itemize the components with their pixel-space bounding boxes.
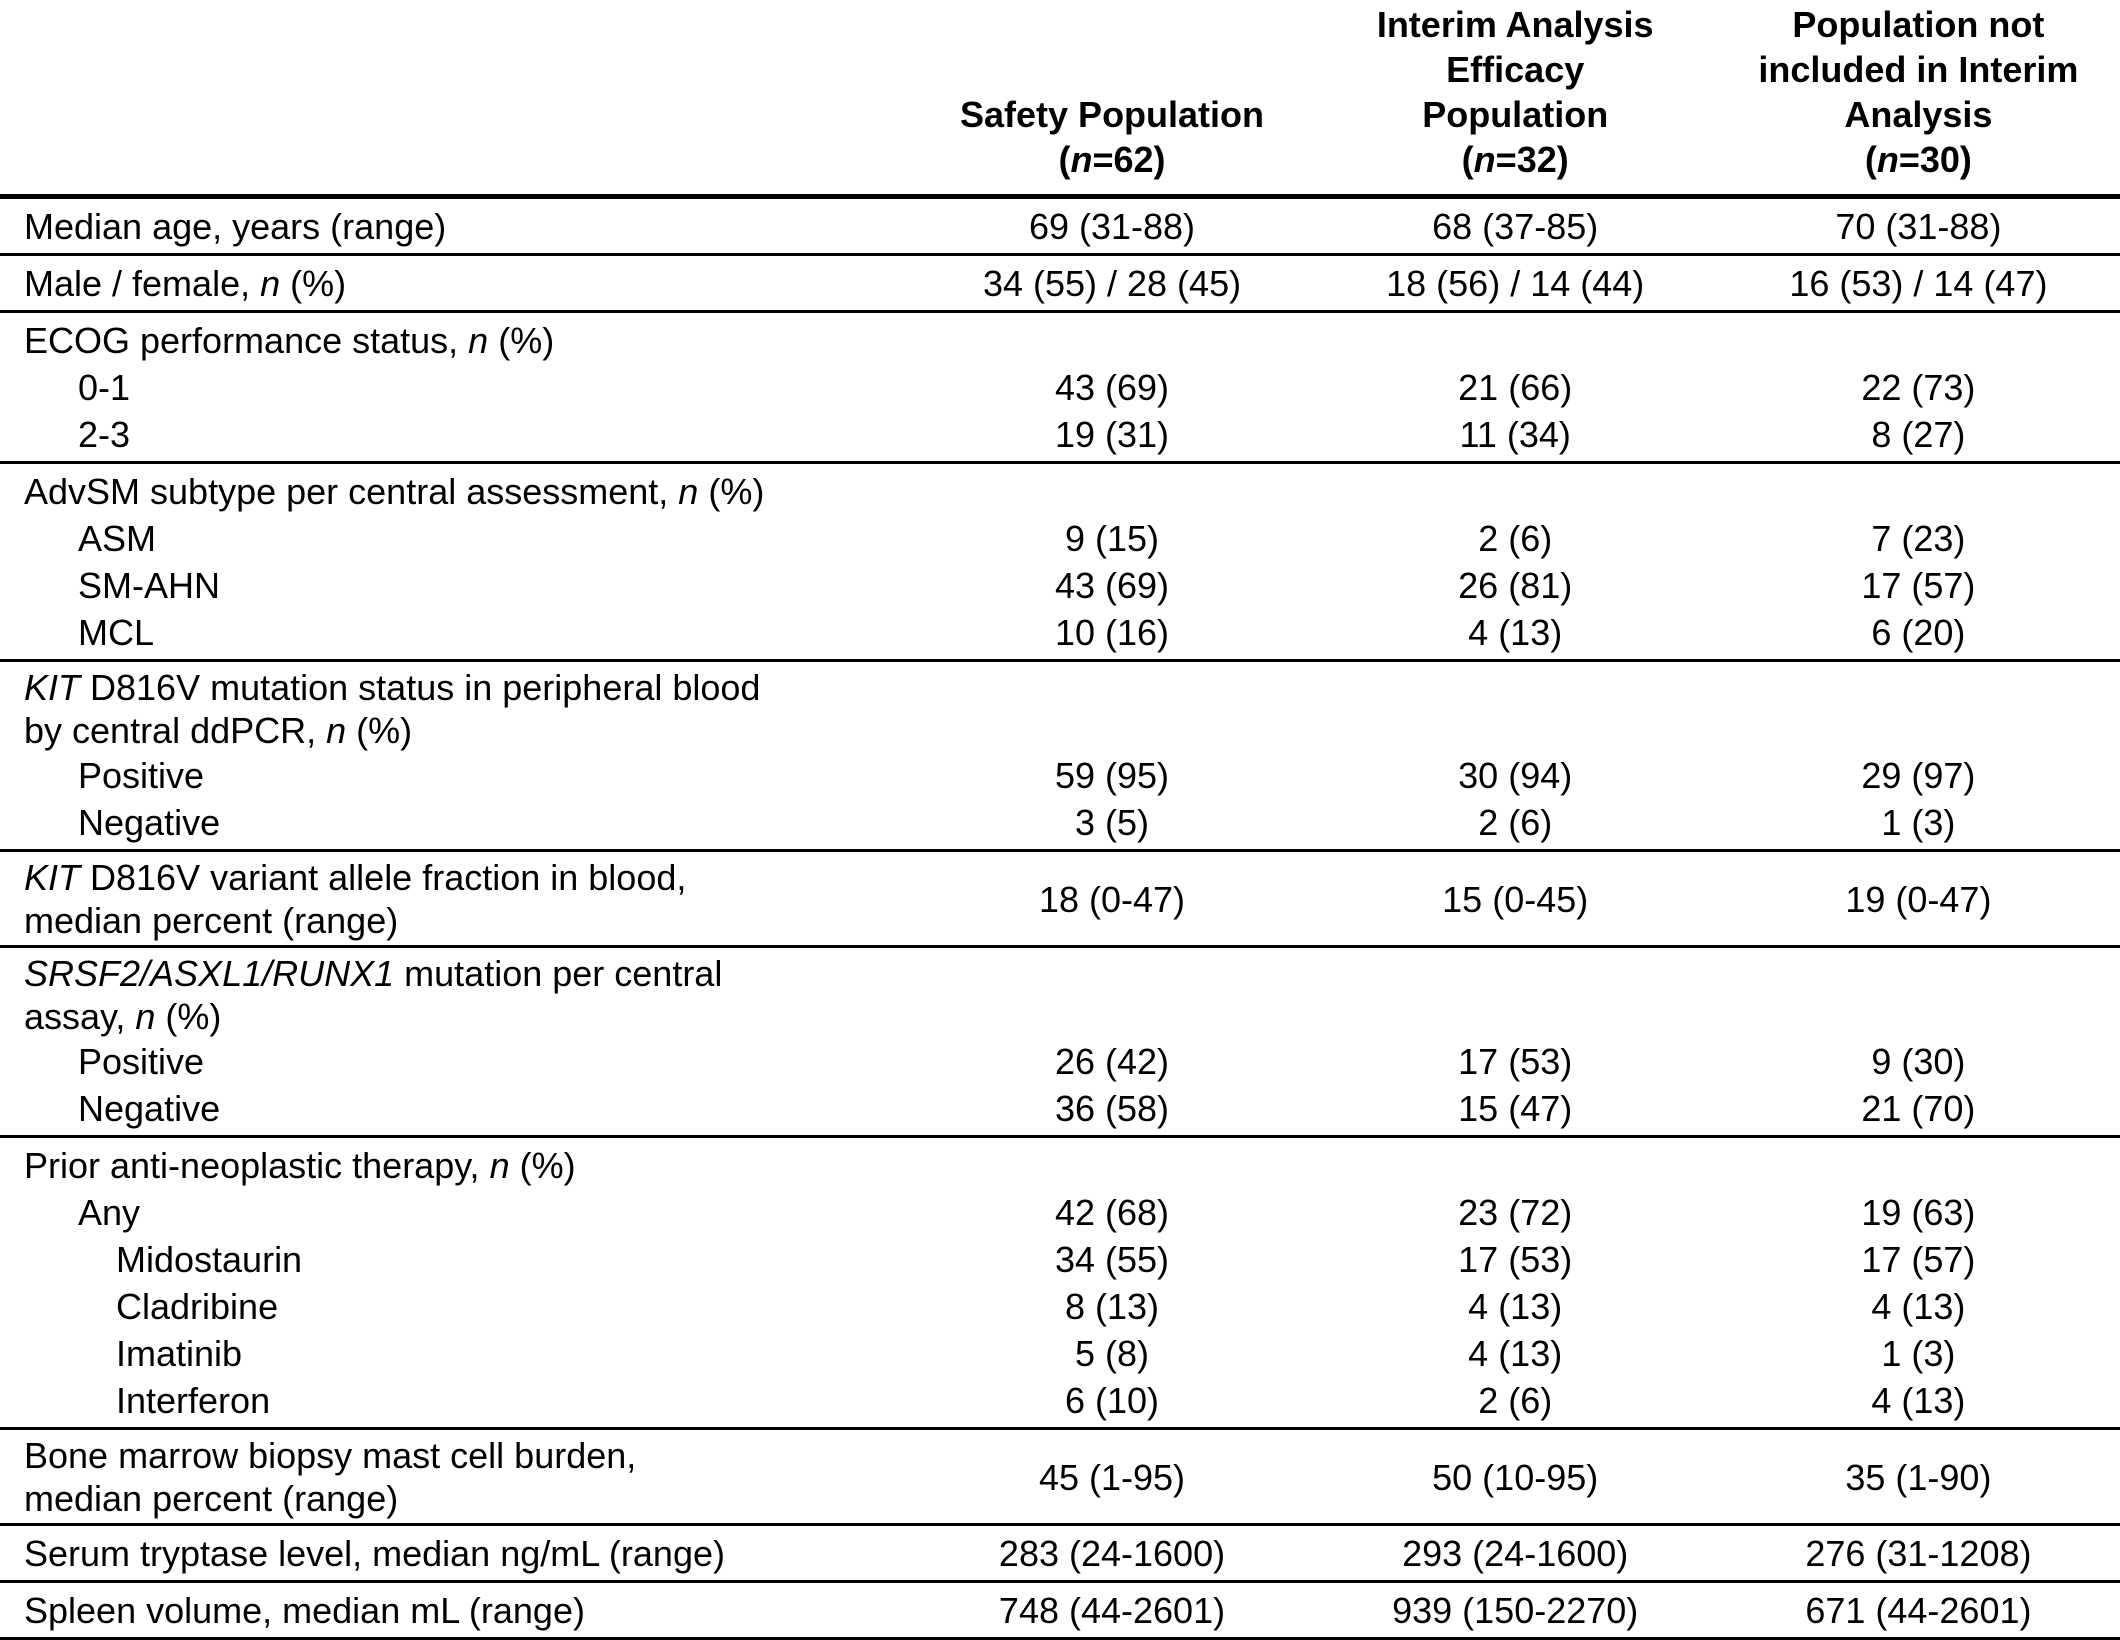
cell-value: 36 (58) xyxy=(1054,1088,1170,1129)
row-label xyxy=(0,1085,910,1137)
cell-value xyxy=(1314,463,1717,516)
cell-value: 69 (31-88) xyxy=(1028,206,1196,247)
cell-value: 42 (68) xyxy=(1054,1192,1170,1233)
cell-value xyxy=(1314,312,1717,365)
row-label xyxy=(0,255,910,312)
cell-value: 748 (44-2601) xyxy=(998,1590,1226,1631)
cell-value: 16 (53) / 14 (47) xyxy=(1789,263,2048,304)
cell-value: 3 (5) xyxy=(1075,802,1150,843)
cell-value: 5 (8) xyxy=(1075,1333,1150,1374)
row-label xyxy=(0,1525,910,1582)
table-row xyxy=(0,463,2120,516)
row-label xyxy=(0,799,910,851)
cell-value xyxy=(1717,947,2120,1039)
row-label xyxy=(0,312,910,365)
row-group xyxy=(0,661,2120,851)
row-group xyxy=(0,851,2120,947)
text-segment: median percent (range) xyxy=(24,1478,399,1519)
text-segment: AdvSM subtype per central assessment, xyxy=(24,471,679,512)
row-label xyxy=(0,1283,910,1330)
italic-text: KIT xyxy=(24,857,81,898)
text-segment: ECOG performance status, xyxy=(24,320,469,361)
cell-value: 17 (57) xyxy=(1861,565,1976,606)
column-header xyxy=(1314,0,1717,197)
cell-value xyxy=(910,463,1313,516)
row-group xyxy=(0,1429,2120,1525)
cell-value: 43 (69) xyxy=(1054,565,1170,606)
table-row xyxy=(0,562,2120,609)
cell-value: 26 (81) xyxy=(1458,565,1573,606)
text-segment: D816V mutation status in peripheral blood xyxy=(80,667,761,708)
row-label xyxy=(0,364,910,411)
text-segment: assay, xyxy=(24,996,136,1037)
column-header xyxy=(910,0,1313,197)
text-segment: Positive xyxy=(78,1041,205,1082)
row-label xyxy=(0,1582,910,1639)
italic-text: KIT xyxy=(24,667,81,708)
table-row xyxy=(0,197,2120,255)
cell-value: 4 (13) xyxy=(1871,1380,1966,1421)
table-row xyxy=(0,1377,2120,1429)
row-label xyxy=(0,609,910,661)
text-segment: median percent (range) xyxy=(24,900,399,941)
cell-value: 35 (1-90) xyxy=(1845,1456,1992,1498)
table-row xyxy=(0,515,2120,562)
row-label xyxy=(0,752,910,799)
cell-value: 21 (70) xyxy=(1861,1088,1976,1129)
row-label xyxy=(0,1038,910,1085)
row-label xyxy=(0,947,910,1039)
cell-value: 18 (56) / 14 (44) xyxy=(1386,263,1645,304)
cell-value: 6 (10) xyxy=(1064,1380,1160,1421)
cell-value: 283 (24-1600) xyxy=(998,1533,1226,1574)
cell-value: 19 (63) xyxy=(1861,1192,1976,1233)
text-segment: Imatinib xyxy=(116,1333,243,1374)
text-segment: Safety Population xyxy=(960,94,1265,135)
cell-value xyxy=(910,312,1313,365)
text-segment: ( xyxy=(1461,139,1474,180)
row-group xyxy=(0,463,2120,661)
cell-value: 34 (55) / 28 (45) xyxy=(982,263,1242,304)
cell-value: 4 (13) xyxy=(1871,1286,1966,1327)
cell-value: 10 (16) xyxy=(1054,612,1170,653)
cell-value xyxy=(1717,463,2120,516)
row-label xyxy=(0,1236,910,1283)
cell-value: 671 (44-2601) xyxy=(1805,1590,2032,1631)
cell-value: 2 (6) xyxy=(1478,802,1553,843)
table-row xyxy=(0,609,2120,661)
cell-value: 9 (30) xyxy=(1871,1041,1966,1082)
cell-value xyxy=(1717,1137,2120,1190)
cell-value: 43 (69) xyxy=(1054,367,1170,408)
text-segment: Efficacy xyxy=(1446,49,1585,90)
cell-value: 21 (66) xyxy=(1458,367,1573,408)
row-label xyxy=(0,851,910,947)
text-segment: =62) xyxy=(1092,139,1166,180)
table-row xyxy=(0,1085,2120,1137)
text-segment: ( xyxy=(1864,139,1877,180)
header-blank xyxy=(0,0,910,197)
row-group xyxy=(0,197,2120,255)
cell-value: 1 (3) xyxy=(1881,802,1956,843)
row-group xyxy=(0,312,2120,463)
table-row xyxy=(0,411,2120,463)
text-segment: D816V variant allele fraction in blood, xyxy=(80,857,687,898)
cell-value: 19 (0-47) xyxy=(1845,878,1992,920)
text-segment: (%) xyxy=(155,996,222,1037)
text-segment: Midostaurin xyxy=(116,1239,303,1280)
row-group xyxy=(0,1137,2120,1429)
row-label xyxy=(0,1330,910,1377)
table-row xyxy=(0,1137,2120,1190)
cell-value: 2 (6) xyxy=(1478,518,1553,559)
text-segment: Median age, years (range) xyxy=(24,206,447,247)
table-row xyxy=(0,312,2120,365)
cell-value: 26 (42) xyxy=(1054,1041,1170,1082)
text-segment: included in Interim xyxy=(1758,49,2079,90)
cell-value xyxy=(910,1137,1313,1190)
italic-text: n xyxy=(1473,139,1496,180)
text-segment: ( xyxy=(1058,139,1071,180)
text-segment: 0-1 xyxy=(78,367,131,408)
text-segment: Prior anti-neoplastic therapy, xyxy=(24,1145,490,1186)
table-row xyxy=(0,661,2120,753)
row-label xyxy=(0,515,910,562)
italic-text: SRSF2/ASXL1/RUNX1 xyxy=(24,953,395,994)
table-row xyxy=(0,1525,2120,1582)
text-segment: 2-3 xyxy=(78,414,131,455)
cell-value xyxy=(1314,661,1717,753)
text-segment: (%) xyxy=(509,1145,576,1186)
row-label xyxy=(0,411,910,463)
cell-value: 8 (13) xyxy=(1064,1286,1160,1327)
text-segment: SM-AHN xyxy=(78,565,220,606)
text-segment: Bone marrow biopsy mast cell burden, xyxy=(24,1435,637,1476)
cell-value xyxy=(1717,312,2120,365)
table-row xyxy=(0,1038,2120,1085)
row-label xyxy=(0,1377,910,1429)
table-row xyxy=(0,799,2120,851)
cell-value xyxy=(1717,661,2120,753)
text-segment: MCL xyxy=(78,612,155,653)
table-row xyxy=(0,851,2120,947)
text-segment: =32) xyxy=(1495,139,1569,180)
table-row xyxy=(0,255,2120,312)
text-segment: Serum tryptase level, median ng/mL (range) xyxy=(24,1533,725,1574)
cell-value: 939 (150-2270) xyxy=(1392,1590,1639,1631)
cell-value: 23 (72) xyxy=(1458,1192,1573,1233)
cell-value: 17 (53) xyxy=(1458,1239,1573,1280)
row-label xyxy=(0,463,910,516)
text-segment: (%) xyxy=(280,263,347,304)
italic-text: n xyxy=(326,710,347,751)
italic-text: n xyxy=(678,471,699,512)
table-row xyxy=(0,1283,2120,1330)
table-row xyxy=(0,364,2120,411)
cell-value: 11 (34) xyxy=(1459,414,1571,455)
text-segment: Negative xyxy=(78,1088,221,1129)
cell-value xyxy=(1314,1137,1717,1190)
cell-value: 4 (13) xyxy=(1468,1286,1563,1327)
row-label xyxy=(0,197,910,255)
cell-value: 6 (20) xyxy=(1871,612,1966,653)
cell-value: 68 (37-85) xyxy=(1432,206,1599,247)
cell-value: 1 (3) xyxy=(1881,1333,1956,1374)
text-segment: Male / female, xyxy=(24,263,261,304)
table-row xyxy=(0,1429,2120,1525)
text-segment: Any xyxy=(78,1192,141,1233)
cell-value: 9 (15) xyxy=(1064,518,1160,559)
cell-value: 59 (95) xyxy=(1054,755,1170,796)
text-segment: (%) xyxy=(488,320,555,361)
cell-value xyxy=(910,661,1313,753)
cell-value: 50 (10-95) xyxy=(1432,1456,1599,1498)
cell-value: 29 (97) xyxy=(1861,755,1976,796)
row-label xyxy=(0,562,910,609)
italic-text: n xyxy=(135,996,156,1037)
text-segment: Analysis xyxy=(1844,94,1993,135)
text-segment: Negative xyxy=(78,802,221,843)
italic-text: n xyxy=(468,320,489,361)
text-segment: (%) xyxy=(698,471,765,512)
text-segment: Positive xyxy=(78,755,205,796)
cell-value: 22 (73) xyxy=(1861,367,1976,408)
cell-value xyxy=(910,947,1313,1039)
text-segment: by central ddPCR, xyxy=(24,710,327,751)
cell-value: 8 (27) xyxy=(1871,414,1966,455)
cell-value: 293 (24-1600) xyxy=(1402,1533,1629,1574)
row-group xyxy=(0,1582,2120,1639)
cell-value: 45 (1-95) xyxy=(1038,1456,1186,1498)
cell-value: 4 (13) xyxy=(1468,612,1563,653)
table-row xyxy=(0,1582,2120,1639)
cell-value: 17 (57) xyxy=(1861,1239,1976,1280)
italic-text: n xyxy=(489,1145,510,1186)
table-row xyxy=(0,1236,2120,1283)
column-header xyxy=(1717,0,2120,197)
text-segment: ASM xyxy=(78,518,157,559)
row-group xyxy=(0,255,2120,312)
italic-text: n xyxy=(1070,139,1093,180)
row-label xyxy=(0,661,910,753)
cell-value: 15 (0-45) xyxy=(1442,878,1589,920)
text-segment: Interferon xyxy=(116,1380,271,1421)
row-group xyxy=(0,947,2120,1137)
italic-text: n xyxy=(1876,139,1899,180)
cell-value: 2 (6) xyxy=(1478,1380,1553,1421)
table-row xyxy=(0,1189,2120,1236)
table-header xyxy=(0,0,2120,197)
row-label xyxy=(0,1429,910,1525)
italic-text: n xyxy=(260,263,281,304)
cell-value: 19 (31) xyxy=(1054,414,1170,455)
text-segment: mutation per central xyxy=(394,953,723,994)
row-label xyxy=(0,1189,910,1236)
cell-value xyxy=(1314,947,1717,1039)
table-row xyxy=(0,1330,2120,1377)
cell-value: 34 (55) xyxy=(1054,1239,1170,1280)
cell-value: 17 (53) xyxy=(1458,1041,1573,1082)
text-segment: Interim Analysis xyxy=(1376,4,1654,45)
row-group xyxy=(0,1525,2120,1582)
cell-value: 4 (13) xyxy=(1468,1333,1563,1374)
cell-value: 15 (47) xyxy=(1458,1088,1573,1129)
text-segment: Spleen volume, median mL (range) xyxy=(24,1590,585,1631)
cell-value: 7 (23) xyxy=(1871,518,1966,559)
cell-value: 30 (94) xyxy=(1458,755,1573,796)
cell-value: 70 (31-88) xyxy=(1835,206,2002,247)
cell-value: 18 (0-47) xyxy=(1038,878,1186,920)
table-row xyxy=(0,752,2120,799)
text-segment: Population not xyxy=(1792,4,2045,45)
cell-value: 276 (31-1208) xyxy=(1805,1533,2032,1574)
text-segment: =30) xyxy=(1898,139,1972,180)
text-segment: (%) xyxy=(346,710,413,751)
table-row xyxy=(0,947,2120,1039)
text-segment: Population xyxy=(1422,94,1609,135)
row-label xyxy=(0,1137,910,1190)
text-segment: Cladribine xyxy=(116,1286,279,1327)
